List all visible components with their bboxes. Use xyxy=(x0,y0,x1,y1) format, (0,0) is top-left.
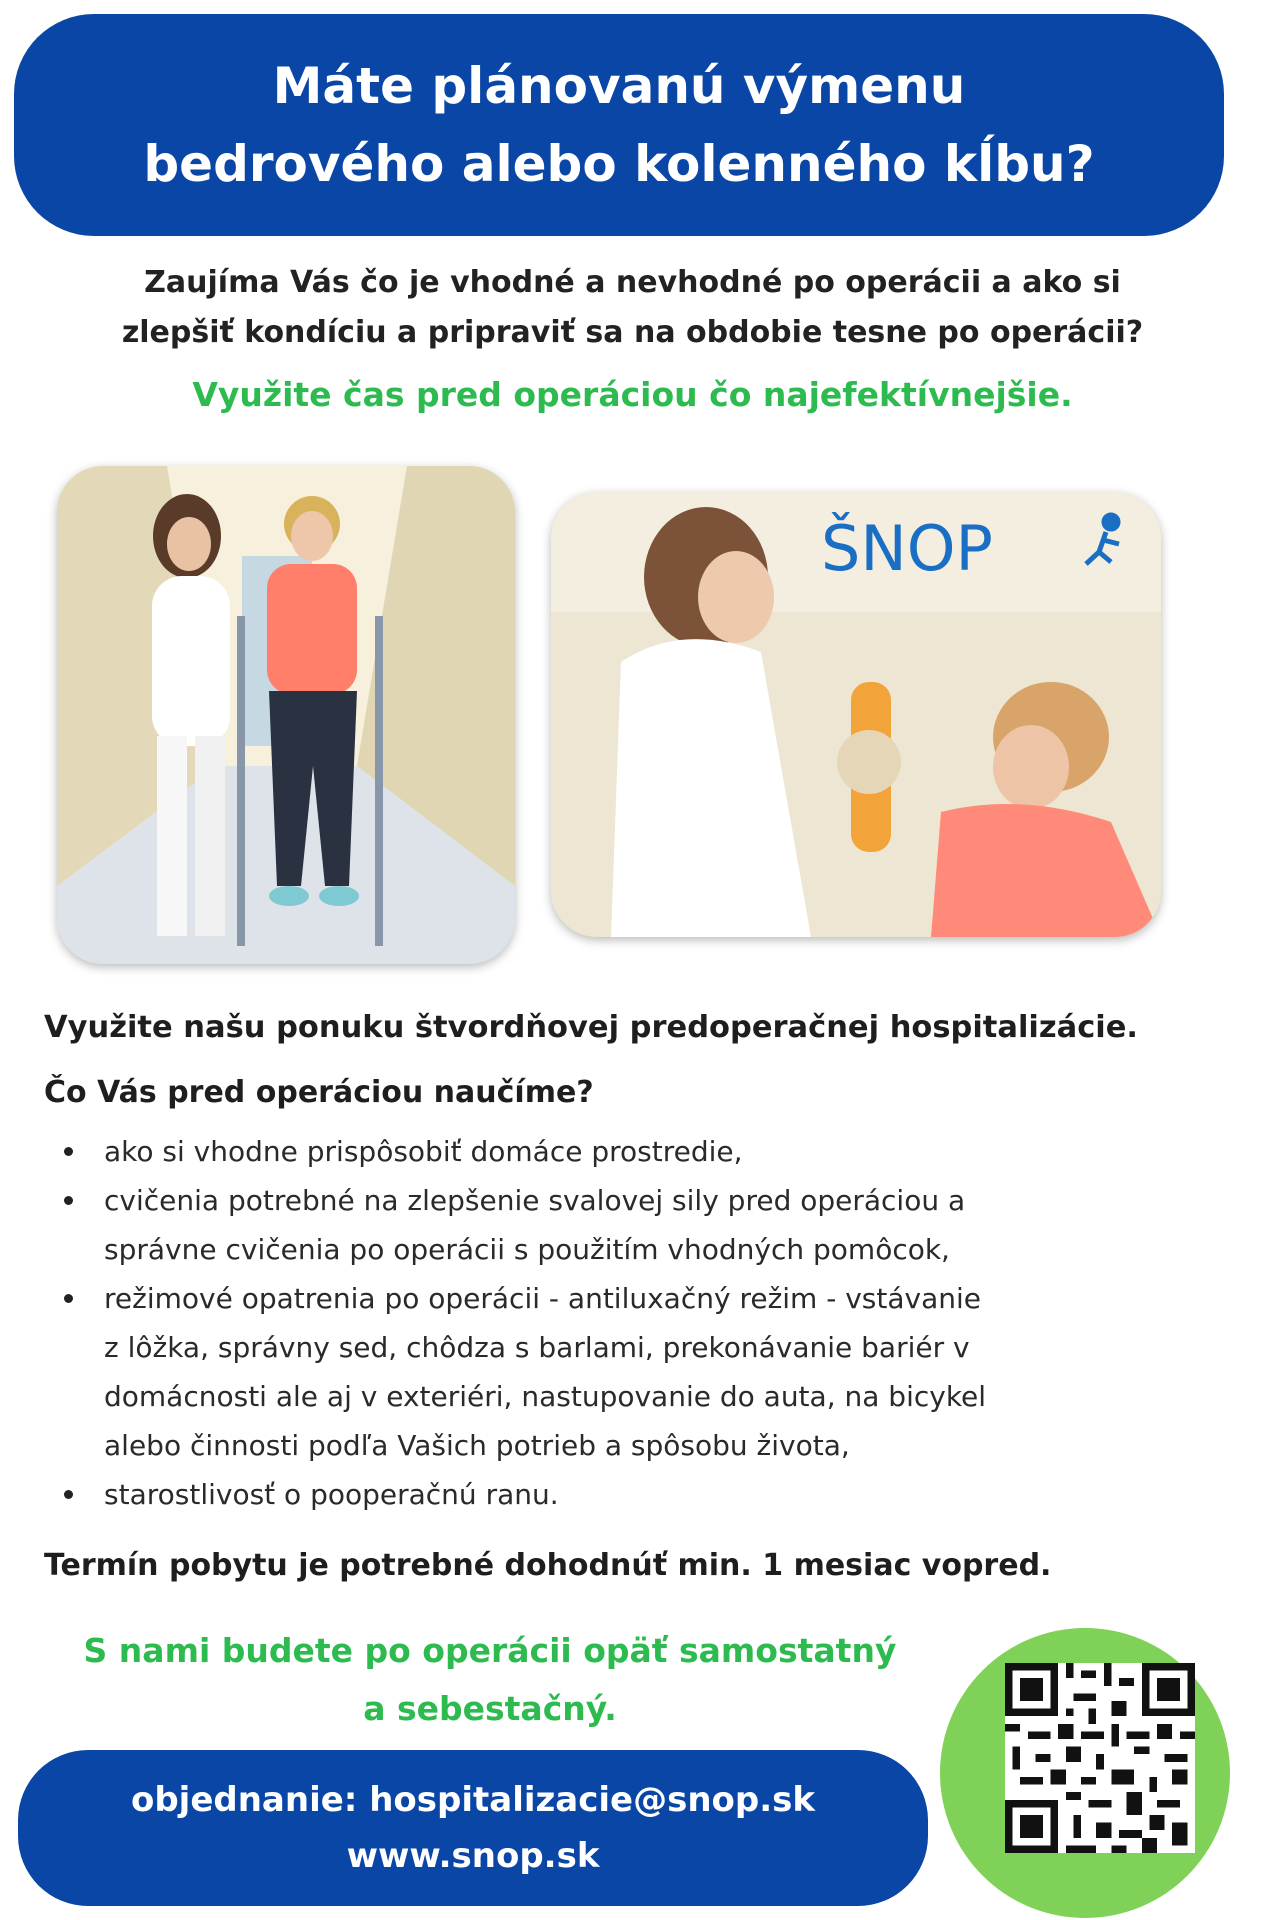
intro-line1: Zaujíma Vás čo je vhodné a nevhodné po operácii a ako si xyxy=(144,265,1121,300)
header-title-line2: bedrového alebo kolenného kĺbu? xyxy=(143,135,1095,193)
qr-code[interactable] xyxy=(1005,1663,1195,1853)
contact-email[interactable]: objednanie: hospitalizacie@snop.sk xyxy=(130,1780,816,1820)
slogan-line1: S nami budete po operácii opäť samostatný xyxy=(83,1631,897,1670)
booking-note: Termín pobytu je potrebné dohodnúť min. 1 mesiac vopred. xyxy=(44,1548,1052,1583)
offer-heading: Využite našu ponuku štvordňovej predoperačnej hospitalizácie. xyxy=(44,1010,1139,1045)
header-title-line1: Máte plánovanú výmenu xyxy=(272,57,966,115)
teaching-list xyxy=(62,1127,1182,1519)
contact-website[interactable]: www.snop.sk xyxy=(346,1836,600,1876)
slogan-line2: a sebestačný. xyxy=(363,1689,617,1728)
header-banner xyxy=(14,14,1224,236)
snop-logo-text: ŠNOP xyxy=(821,512,993,585)
what-we-teach-heading: Čo Vás pred operáciou naučíme? xyxy=(44,1075,594,1110)
photo-walking-with-crutches xyxy=(57,466,515,964)
list-item: ako si vhodne prispôsobiť domáce prostredie, xyxy=(62,1127,1182,1176)
photo-knee-model-education xyxy=(551,492,1161,937)
list-item: starostlivosť o pooperačnú ranu. xyxy=(62,1470,1182,1519)
intro-line2: zlepšiť kondíciu a pripraviť sa na obdobie tesne po operácii? xyxy=(121,315,1144,350)
intro-question xyxy=(40,258,1225,358)
slogan xyxy=(30,1622,950,1738)
contact-banner xyxy=(18,1750,928,1906)
tagline: Využite čas pred operáciou čo najefektívnejšie. xyxy=(192,375,1073,414)
list-item: režimové opatrenia po operácii - antiluxačný režim - vstávanie z lôžka, správny sed, chôdza s barlami, prekonávanie bariér v domácnosti ale aj v exteriéri, nastupovanie do auta, na bicykel alebo činnosti podľa Vašich potrieb a spôsobu života, xyxy=(62,1274,1182,1470)
list-item: cvičenia potrebné na zlepšenie svalovej sily pred operáciou a správne cvičenia po operácii s použitím vhodných pomôcok, xyxy=(62,1176,1182,1274)
